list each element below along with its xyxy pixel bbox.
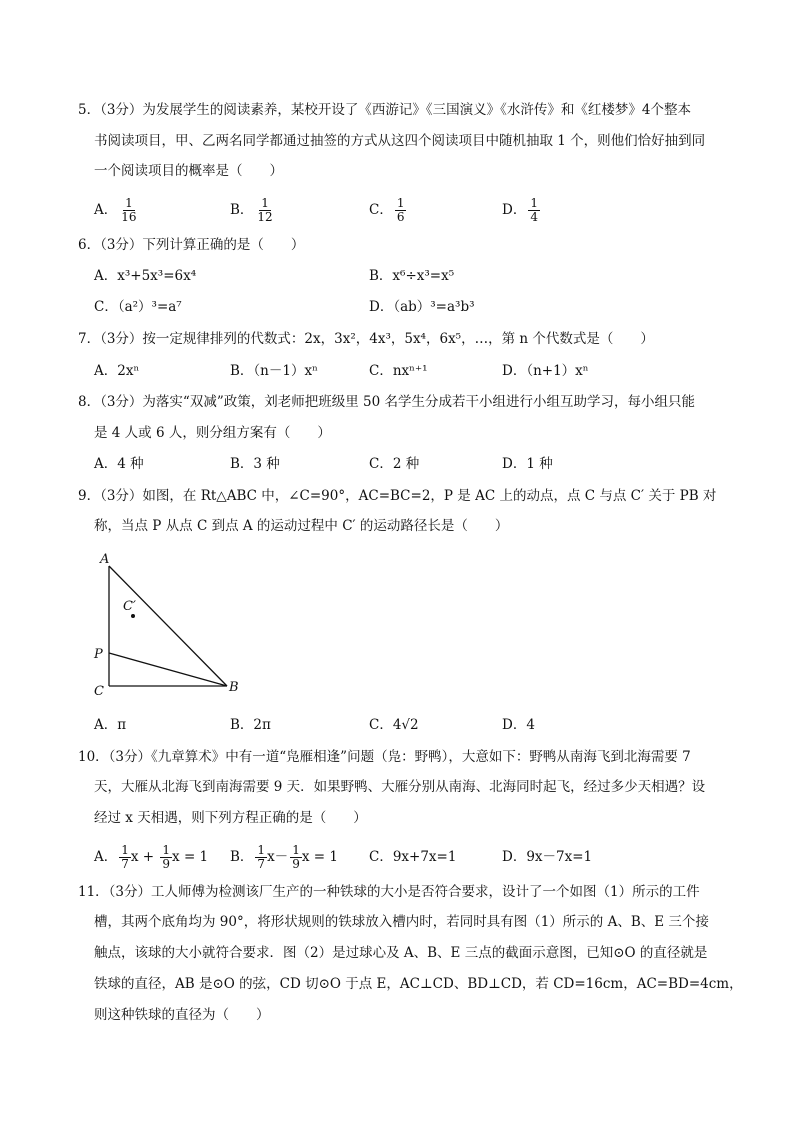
q5-line-3: 一个阅读项目的概率是（ ） (94, 163, 283, 179)
q10-option-d[interactable]: D．9x－7x=1 (502, 849, 593, 865)
denominator: 9 (292, 857, 300, 871)
q8-option-b[interactable]: B．3 种 (230, 456, 280, 472)
option-label: C． (369, 202, 393, 218)
q11-line-1: 11．（3分）工人师傅为检测该厂生产的一种铁球的大小是否符合要求，设计了一个如图（1）所示的工件 (78, 884, 700, 900)
q5-line-2: 书阅读项目，甲、乙两名同学都通过抽签的方式从这四个阅读项目中随机抽取 1 个，则他们恰好抽到同 (94, 133, 706, 149)
option-label: A． (94, 202, 118, 218)
q9-option-d[interactable]: D．4 (502, 717, 535, 733)
q6-option-c[interactable]: C．（a²）³=a⁷ (94, 299, 182, 315)
label-p: P (94, 647, 103, 662)
label-a: A (100, 552, 110, 567)
q5-line-1: 5．（3分）为发展学生的阅读素养，某校开设了《西游记》《三国演义》《水浒传》和《红楼梦》4个整本 (78, 102, 692, 118)
point-c-prime (131, 614, 135, 618)
label-b: B (229, 680, 239, 695)
fraction (290, 844, 302, 871)
q10-line-1: 10．（3分）《九章算术》中有一道“凫雁相逢”问题（凫：野鸭），大意如下：野鸭从南海飞到北海需要 7 (78, 749, 691, 765)
q8-line-2: 是 4 人或 6 人，则分组方案有（ ） (94, 425, 331, 441)
label-c-prime: C′ (123, 599, 136, 614)
q5-option-b[interactable] (230, 197, 275, 224)
numerator: 1 (261, 196, 269, 210)
q9-option-b[interactable]: B．2π (230, 717, 271, 733)
option-label: B． (230, 202, 254, 218)
q11-line-2: 槽，其两个底角均为 90°，将形状规则的铁球放入槽内时，若同时具有图（1）所示的 A、B、E 三个接 (94, 914, 709, 930)
denominator: 4 (530, 210, 538, 224)
q7-option-c[interactable]: C．nxⁿ⁺¹ (369, 363, 428, 379)
q11-line-5: 则这种铁球的直径为（ ） (94, 1007, 270, 1023)
option-label: B． (230, 849, 254, 865)
q11-line-3: 触点，该球的大小就符合要求．图（2）是过球心及 A、B、E 三点的截面示意图，已知⊙O 的直径就是 (94, 945, 708, 961)
denominator: 7 (121, 857, 129, 871)
numerator: 1 (125, 196, 133, 210)
q8-line-1: 8．（3分）为落实“双减”政策，刘老师把班级里 50 名学生分成若干小组进行小组互助学习，每小组只能 (78, 394, 695, 410)
numerator: 1 (396, 196, 405, 210)
q6-option-a[interactable]: A．x³+5x³=6x⁴ (94, 268, 197, 284)
q9-line-1: 9．（3分）如图，在 Rt△ABC 中，∠C=90°，AC=BC=2，P 是 AC 上的动点，点 C 与点 C′ 关于 PB 对 (78, 488, 717, 504)
denominator: 6 (396, 210, 405, 224)
numerator: 1 (121, 843, 129, 857)
label-c: C (94, 684, 104, 698)
q6-line-1: 6．（3分）下列计算正确的是（ ） (78, 237, 305, 253)
q11-line-4: 铁球的直径，AB 是⊙O 的弦，CD 切⊙O 于点 E，AC⊥CD、BD⊥CD，若 CD=16cm，AC=BD=4cm， (94, 976, 743, 992)
numerator: 1 (257, 843, 266, 857)
q10-option-c[interactable]: C．9x+7x=1 (369, 849, 457, 865)
expression-part: x－ (267, 849, 289, 865)
q6-option-d[interactable]: D．（ab）³=a³b³ (369, 299, 475, 315)
q9-option-a[interactable]: A．π (94, 717, 127, 733)
denominator: 7 (257, 857, 266, 871)
q5-option-c[interactable] (369, 197, 406, 224)
q10-option-b[interactable] (230, 844, 338, 871)
denominator: 9 (162, 857, 171, 871)
expression-part: x = 1 (172, 849, 209, 865)
q10-option-a[interactable] (94, 844, 208, 871)
denominator: 12 (257, 210, 273, 224)
fraction (160, 844, 172, 871)
segment-pb (109, 653, 227, 686)
option-label: A． (94, 849, 118, 865)
q10-line-3: 经过 x 天相遇，则下列方程正确的是（ ） (94, 810, 367, 826)
q7-option-d[interactable]: D．（n+1）xⁿ (502, 363, 589, 379)
fraction (119, 197, 138, 224)
q8-option-a[interactable]: A．4 种 (94, 456, 144, 472)
q7-line-1: 7．（3分）按一定规律排列的代数式：2x，3x²，4x³，5x⁴，6x⁵，…，第 n 个代数式是（ ） (78, 331, 654, 347)
q8-option-c[interactable]: C．2 种 (369, 456, 420, 472)
fraction (255, 844, 267, 871)
q6-option-b[interactable]: B．x⁶÷x³=x⁵ (369, 268, 455, 284)
expression-part: x = 1 (301, 849, 338, 865)
q9-line-2: 称，当点 P 从点 C 到点 A 的运动过程中 C′ 的运动路径长是（ ） (94, 518, 509, 534)
option-label: D． (502, 202, 527, 218)
q10-line-2: 天，大雁从北海飞到南海需要 9 天．如果野鸭、大雁分别从南海、北海同时起飞，经过多少天相遇？设 (94, 779, 706, 795)
q8-option-d[interactable]: D．1 种 (502, 456, 553, 472)
fraction (395, 197, 407, 224)
numerator: 1 (162, 843, 171, 857)
q7-option-a[interactable]: A．2xⁿ (94, 363, 140, 379)
expression-part: x + (130, 849, 159, 865)
numerator: 1 (292, 843, 300, 857)
q7-option-b[interactable]: B．（n－1）xⁿ (230, 363, 318, 379)
q5-option-a[interactable] (94, 197, 139, 224)
fraction (528, 197, 540, 224)
denominator: 16 (121, 210, 137, 224)
fraction (119, 844, 131, 871)
triangle-figure (88, 548, 258, 698)
numerator: 1 (530, 196, 538, 210)
q5-option-d[interactable] (502, 197, 540, 224)
fraction (255, 197, 274, 224)
side-ab (109, 566, 227, 686)
q9-option-c[interactable]: C．4√2 (369, 717, 419, 733)
